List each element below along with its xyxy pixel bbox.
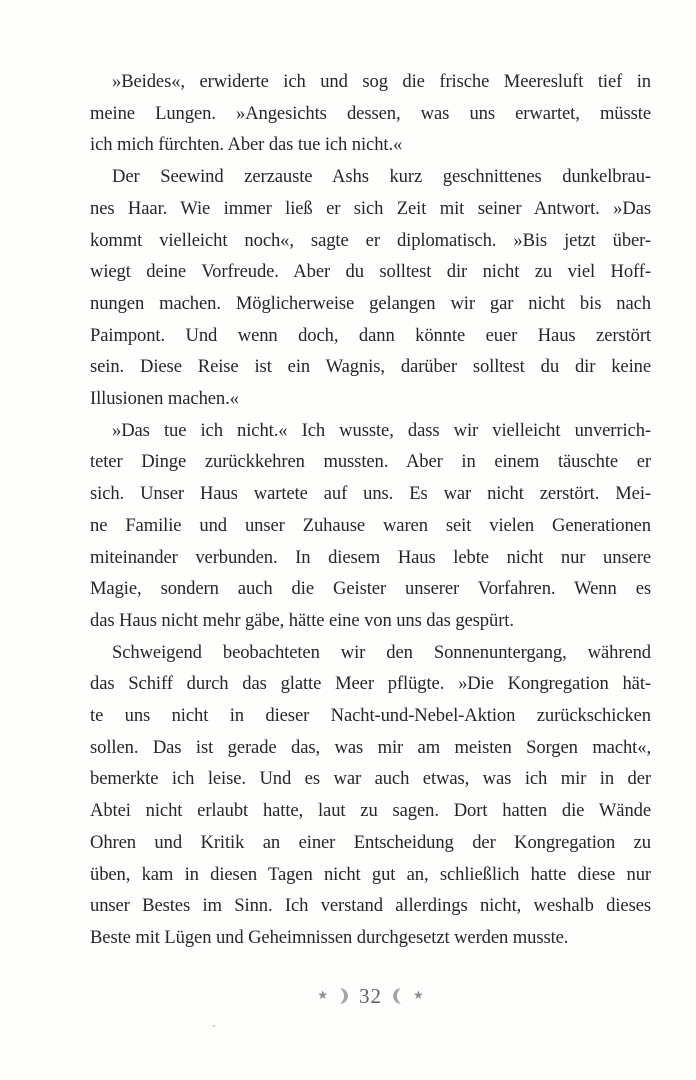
text-line: bemerkte ich leise. Und es war auch etwas, was ich mir in der [90,768,651,790]
text-line: Ohren und Kritik an einer Entscheidung der Kongregation zu [90,831,651,853]
page-footer [90,983,651,1009]
waxing-crescent-moon-icon [334,986,351,1006]
text-line: »Beides«, erwiderte ich und sog die frische Meeresluft tief in [112,71,651,92]
text-line: unser Bestes im Sinn. Ich verstand allerdings nicht, weshalb dieses [90,895,651,917]
text-line: Paimpont. Und wenn doch, dann könnte euer Haus zerstört [90,324,651,346]
text-line: ich mich fürchten. Aber das tue ich nicht.« [90,134,403,156]
text-line: Abtei nicht erlaubt hatte, laut zu sagen. Dort hatten die Wände [90,800,651,822]
text-block [90,66,651,954]
waning-crescent-moon-icon [390,986,407,1006]
text-line: wiegt deine Vorfreude. Aber du solltest dir nicht zu viel Hoff- [90,261,651,283]
text-line: das Schiff durch das glatte Meer pflügte. »Die Kongregation hät- [90,673,651,695]
text-line: üben, kam in diesen Tagen nicht gut an, schließlich hatte diese nur [90,863,651,885]
text-line: sollen. Das ist gerade das, was mir am meisten Sorgen macht«, [90,736,651,758]
text-line: meine Lungen. »Angesichts dessen, was uns erwartet, müsste [90,102,651,124]
text-line: nungen machen. Möglicherweise gelangen wir gar nicht bis nach [90,292,651,314]
scan-speck [213,1025,215,1027]
text-line: sich. Unser Haus wartete auf uns. Es war nicht zerstört. Mei- [90,483,651,505]
text-line: te uns nicht in dieser Nacht-und-Nebel-Aktion zurückschicken [90,705,651,727]
star-icon: ★ [317,988,328,1002]
text-line: Illusionen machen.« [90,388,239,410]
text-line: Beste mit Lügen und Geheimnissen durchgesetzt werden musste. [90,926,569,948]
text-line: Schweigend beobachteten wir den Sonnenuntergang, während [112,641,651,663]
text-line: sein. Diese Reise ist ein Wagnis, darüber solltest du dir keine [90,356,651,378]
text-line: kommt vielleicht noch«, sagte er diplomatisch. »Bis jetzt über- [90,229,651,251]
text-line: Der Seewind zerzauste Ashs kurz geschnittenes dunkelbrau- [112,166,651,188]
star-icon: ★ [413,988,424,1002]
text-line: »Das tue ich nicht.« Ich wusste, dass wir vielleicht unverrich- [112,419,651,441]
text-line: Magie, sondern auch die Geister unserer Vorfahren. Wenn es [90,578,651,600]
page-number: 32 [359,983,382,1008]
text-line: nes Haar. Wie immer ließ er sich Zeit mit seiner Antwort. »Das [90,197,651,219]
text-line: teter Dinge zurückkehren mussten. Aber in einem täuschte er [90,451,651,473]
text-line: ne Familie und unser Zuhause waren seit vielen Generationen [90,514,651,536]
text-line: miteinander verbunden. In diesem Haus lebte nicht nur unsere [90,546,651,568]
text-line: das Haus nicht mehr gäbe, hätte eine von uns das gespürt. [90,609,514,631]
